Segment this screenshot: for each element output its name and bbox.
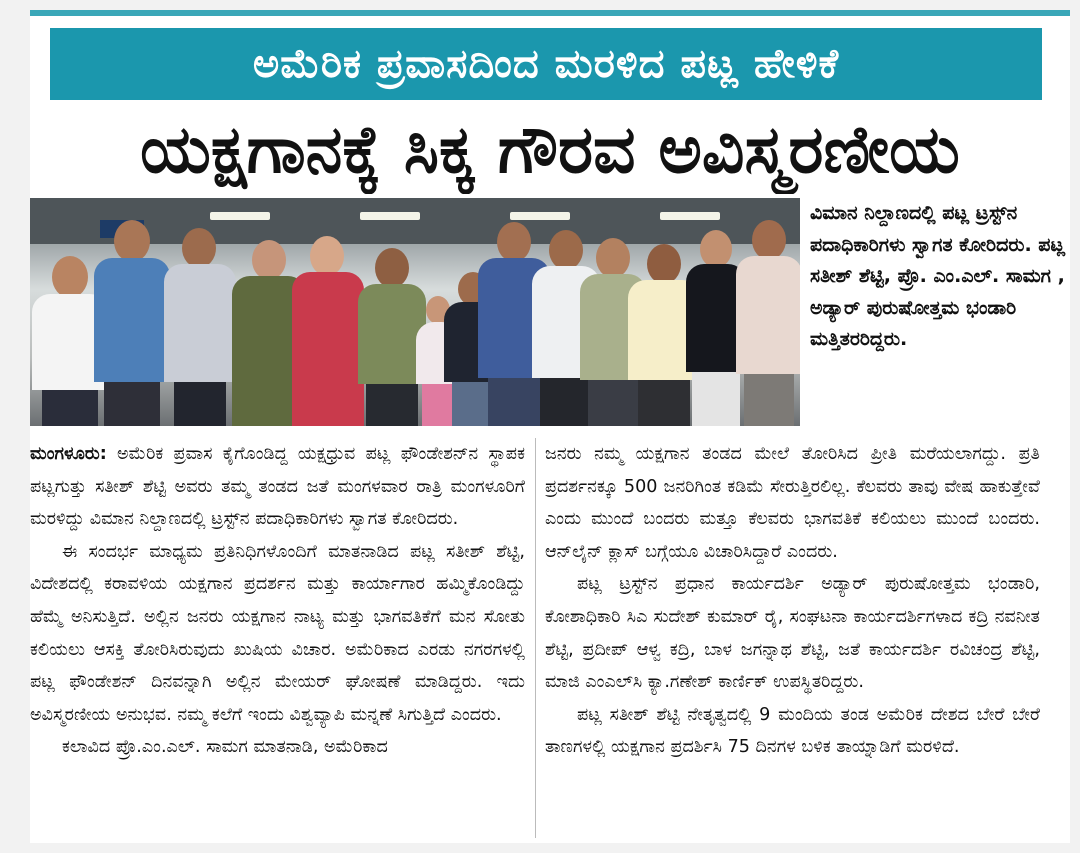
article-column-1	[30, 438, 525, 838]
photo-ceiling-light	[510, 212, 570, 220]
photo-ceiling-light	[360, 212, 420, 220]
photo-person	[290, 236, 366, 426]
photo-caption	[810, 198, 1072, 426]
article-paragraph: ಪಟ್ಲ ಟ್ರಸ್ಟ್‌ನ ಪ್ರಧಾನ ಕಾರ್ಯದರ್ಶಿ ಅಡ್ಯಾರ್ ಪುರುಷೋತ್ತಮ ಭಂಡಾರಿ, ಕೋಶಾಧಿಕಾರಿ ಸಿಎ ಸುದೇಶ್ ಕುಮಾರ್ ರೈ, ಸಂಘಟನಾ ಕಾರ್ಯದರ್ಶಿಗಳಾದ ಕದ್ರಿ ನವನೀತ ಶೆಟ್ಟಿ, ಪ್ರದೀಪ್ ಆಳ್ವ ಕದ್ರಿ, ಬಾಳ ಜಗನ್ನಾಥ ಶೆಟ್ಟಿ, ಜತೆ ಕಾರ್ಯದರ್ಶಿ ರವಿಚಂದ್ರ ಶೆಟ್ಟಿ, ಮಾಜಿ ಎಂಎಲ್‌ಸಿ ಕ್ಯಾ.ಗಣೇಶ್ ಕಾರ್ಣಿಕ್ ಉಪಸ್ಥಿತರಿದ್ದರು.	[545, 574, 1040, 693]
newspaper-page	[30, 10, 1070, 843]
group-photo	[30, 198, 802, 426]
kicker-text: ಅಮೆರಿಕ ಪ್ರವಾಸದಿಂದ ಮರಳಿದ ಪಟ್ಲ ಹೇಳಿಕೆ	[252, 41, 840, 87]
article-paragraph-text: ಅಮೆರಿಕ ಪ್ರವಾಸ ಕೈಗೊಂಡಿದ್ದ ಯಕ್ಷಧ್ರುವ ಪಟ್ಲ ಫೌಂಡೇಶನ್‌ನ ಸ್ಥಾಪಕ ಪಟ್ಲಗುತ್ತು ಸತೀಶ್ ಶೆಟ್ಟಿ ಅವರು ತಮ್ಮ ತಂಡದ ಜತೆ ಮಂಗಳವಾರ ರಾತ್ರಿ ಮಂಗಳೂರಿಗೆ ಮರಳಿದ್ದು ವಿಮಾನ ನಿಲ್ದಾಣದಲ್ಲಿ ಟ್ರಸ್ಟ್‌ನ ಪದಾಧಿಕಾರಿಗಳು ಸ್ವಾಗತ ಕೋರಿದರು.	[30, 444, 525, 530]
column-divider	[535, 438, 536, 838]
photo-person	[92, 220, 172, 426]
dateline: ಮಂಗಳೂರು:	[30, 444, 107, 464]
article-paragraph	[30, 438, 525, 536]
photo-person	[162, 228, 238, 426]
caption-text: ವಿಮಾನ ನಿಲ್ದಾಣದಲ್ಲಿ ಪಟ್ಲ ಟ್ರಸ್ಟ್‌ನ ಪದಾಧಿಕಾರಿಗಳು ಸ್ವಾಗತ ಕೋರಿದರು. ಪಟ್ಲ ಸತೀಶ್ ಶೆಟ್ಟಿ, ಪ್ರೊ. ಎಂ.ಎಲ್. ಸಾಮಗ , ಅಡ್ಯಾರ್ ಪುರುಷೋತ್ತಮ ಭಂಡಾರಿ ಮತ್ತಿತರರಿದ್ದರು.	[810, 202, 1066, 350]
article-paragraph: ಜನರು ನಮ್ಮ ಯಕ್ಷಗಾನ ತಂಡದ ಮೇಲೆ ತೋರಿಸಿದ ಪ್ರೀತಿ ಮರೆಯಲಾಗದ್ದು. ಪ್ರತಿ ಪ್ರದರ್ಶನಕ್ಕೂ 500 ಜನರಿಗಿಂತ ಕಡಿಮೆ ಸೇರುತ್ತಿರಲಿಲ್ಲ. ಕೆಲವರು ತಾವು ವೇಷ ಹಾಕುತ್ತೇವೆ ಎಂದು ಮುಂದೆ ಬಂದರು ಮತ್ತೂ ಕೆಲವರು ಭಾಗವತಿಕೆ ಕಲಿಯಲು ಮುಂದೆ ಬಂದರು. ಆನ್‌ಲೈನ್ ಕ್ಲಾಸ್ ಬಗ್ಗೆಯೂ ವಿಚಾರಿಸಿದ್ದಾರೆ ಎಂದರು.	[545, 444, 1040, 562]
kicker-banner	[50, 28, 1042, 100]
article-paragraph: ಕಲಾವಿದ ಪ್ರೊ.ಎಂ.ಎಲ್. ಸಾಮಗ ಮಾತನಾಡಿ, ಅಮೆರಿಕಾದ	[62, 737, 388, 758]
photo-person	[734, 220, 802, 426]
article-paragraph: ಪಟ್ಲ ಸತೀಶ್ ಶೆಟ್ಟಿ ನೇತೃತ್ವದಲ್ಲಿ 9 ಮಂದಿಯ ತಂಡ ಅಮೆರಿಕ ದೇಶದ ಬೇರೆ ಬೇರೆ ತಾಣಗಳಲ್ಲಿ ಯಕ್ಷಗಾನ ಪ್ರದರ್ಶಿಸಿ 75 ದಿನಗಳ ಬಳಿಕ ತಾಯ್ನಾಡಿಗೆ ಮರಳಿದೆ.	[545, 704, 1040, 758]
photo-ceiling-light	[660, 212, 720, 220]
photo-ceiling-light	[210, 212, 270, 220]
top-accent-bar	[30, 10, 1070, 16]
article-column-2	[545, 438, 1040, 838]
article-paragraph: ಈ ಸಂದರ್ಭ ಮಾಧ್ಯಮ ಪ್ರತಿನಿಧಿಗಳೊಂದಿಗೆ ಮಾತನಾಡಿದ ಪಟ್ಲ ಸತೀಶ್ ಶೆಟ್ಟಿ, ವಿದೇಶದಲ್ಲಿ ಕರಾವಳಿಯ ಯಕ್ಷಗಾನ ಪ್ರದರ್ಶನ ಮತ್ತು ಕಾರ್ಯಾಗಾರ ಹಮ್ಮಿಕೊಂಡಿದ್ದು ಹೆಮ್ಮೆ ಅನಿಸುತ್ತಿದೆ. ಅಲ್ಲಿನ ಜನರು ಯಕ್ಷಗಾನ ನಾಟ್ಯ ಮತ್ತು ಭಾಗವತಿಕೆಗೆ ಮನ ಸೋತು ಕಲಿಯಲು ಆಸಕ್ತಿ ತೋರಿಸಿರುವುದು ಖುಷಿಯ ವಿಚಾರ. ಅಮೆರಿಕಾದ ಎರಡು ನಗರಗಳಲ್ಲಿ ಪಟ್ಲ ಫೌಂಡೇಶನ್ ದಿನವನ್ನಾಗಿ ಅಲ್ಲಿನ ಮೇಯರ್ ಘೋಷಣೆ ಮಾಡಿದ್ದರು. ಇದು ಅವಿಸ್ಮರಣೀಯ ಅನುಭವ. ನಮ್ಮ ಕಲೆಗೆ ಇಂದು ವಿಶ್ವವ್ಯಾಪಿ ಮನ್ನಣೆ ಸಿಗುತ್ತಿದೆ ಎಂದರು.	[30, 541, 525, 725]
headline: ಯಕ್ಷಗಾನಕ್ಕೆ ಸಿಕ್ಕ ಗೌರವ ಅವಿಸ್ಮರಣೀಯ	[140, 110, 960, 188]
